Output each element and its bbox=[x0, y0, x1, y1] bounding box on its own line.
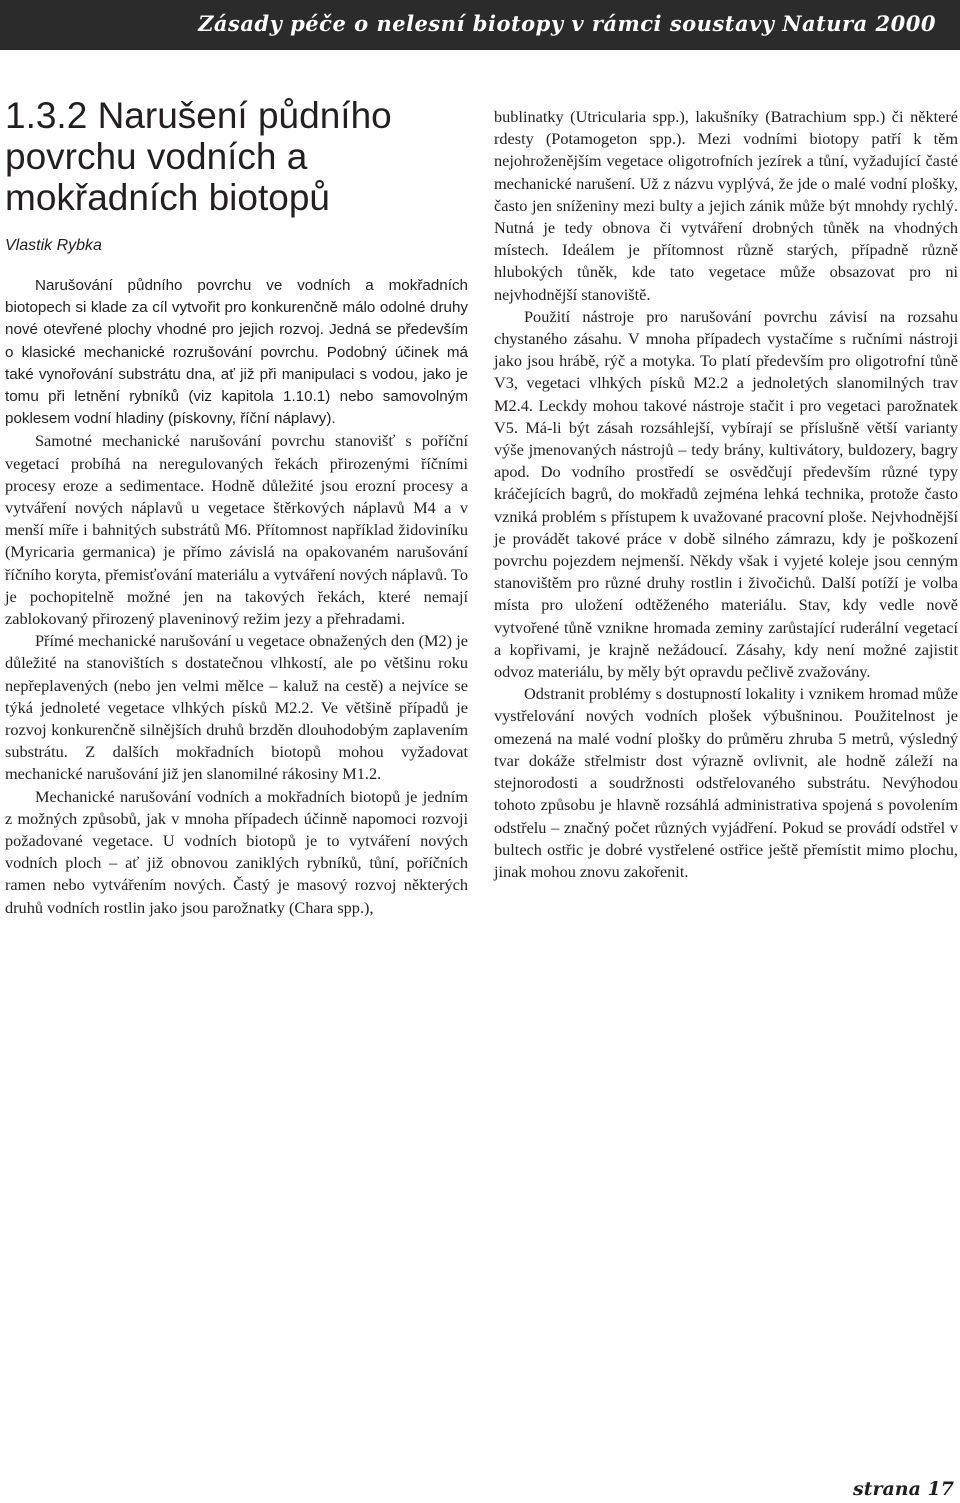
body-paragraph: Použití nástroje pro narušování povrchu závisí na rozsahu chystaného zásahu. V mnoha případech vystačíme s ručními nástroji jako jsou hrábě, rýč a motyka. To platí především pro oligotrofní tůně V3, vegetaci vlhkých písků M2.2 a jednoletých slanomilných trav M2.4. Leckdy mohou takové nástroje stačit i pro vegetaci parožnatek V5. Má-li být zásah rozsáhlejší, vybírají se příslušně větší varianty výše jmenovaných nástrojů – tedy brány, kultivátory, buldozery, bagry apod. Do vodního prostředí se osvědčují především různé typy kráčejících bagrů, do mokřadů zejména lehká technika, protože často vzniká problém s přístupem k uvažované pracovní ploše. Nejvhodnější je provádět takové práce v době silného zámrazu, kdy je poškození povrchu pojezdem nejmenší. Někdy však i vyjeté koleje jsou cenným stanovištěm pro různé druhy rostlin i živočichů. Další potíží je volba místa pro uložení odtěženého materiálu. Stav, kdy vedle nově vytvořené tůně vznikne hromada zeminy zarůstající ruderální vegetací a kopřivami, je krajně nežádoucí. Zásahy, kdy není možné zajistit odvoz materiálu, by měly být opravdu pečlivě zvažovány. bbox=[494, 306, 958, 682]
intro-paragraph: Narušování půdního povrchu ve vodních a mokřadních biotopech si klade za cíl vytvořit pro konkurenčně málo odolné druhy nové otevřené plochy vhodné pro jejich rozvoj. Jedná se především o klasické mechanické rozrušování povrchu. Podobný účinek má také vynořování substrátu dna, ať již při manipulaci s vodou, jako je tomu při letnění rybníků (viz kapitola 1.10.1) nebo samovolným poklesem vodní hladiny (pískovny, říční náplavy). bbox=[5, 277, 468, 428]
body-paragraph: Samotné mechanické narušování povrchu stanovišť s poříční vegetací probíhá na neregulovaných řekách přirozenými říčními procesy eroze a sedimentace. Hodně důležité jsou erozní procesy a vytváření nových náplavů u vegetace štěrkových náplavů M4 a v menší míře i bahnitých substrátů M6. Přítomnost například židoviníku (Myricaria germanica) je přímo závislá na opakovaném narušování říčního koryta, přemisťování materiálu a vytváření nových náplavů. To je pochopitelně možné jen na takových řekách, které nemají zablokovaný přirozený plaveninový režim jezy a přehradami. bbox=[5, 431, 468, 629]
left-body-text bbox=[5, 430, 468, 918]
left-column bbox=[5, 95, 468, 919]
running-header bbox=[0, 0, 960, 50]
running-header-title: Zásady péče o nelesní biotopy v rámci soustavy Natura 2000 bbox=[198, 11, 936, 36]
body-paragraph: Odstranit problémy s dostupností lokality i vznikem hromad může vystřelování nových vodních plošek výbušninou. Použitelnost je omezená na malé vodní plošky do průměru zhruba 5 metrů, výsledný tvar dokáže střelmistr dost výrazně ovlivnit, ale hodně záleží na stejnorodosti a soudržnosti odstřelovaného substrátu. Nevýhodou tohoto způsobu je hlavně rozsáhlá administrativa spojená s povolením odstřelu – značný počet různých vyjádření. Pokud se provádí odstřel v bultech ostřic je dobré vystřelené ostřice ještě přemístit mimo plochu, jinak mohou znovu zakořenit. bbox=[494, 684, 958, 881]
section-title: 1.3.2 Narušení půdního povrchu vodních a mokřadních biotopů bbox=[5, 95, 392, 218]
body-paragraph: Přímé mechanické narušování u vegetace obnažených den (M2) je důležité na stanovištích s dostatečnou vlhkostí, ale po většinu roku nepřeplavených (nebo jen velmi mělce – kaluž na cestě) a nejvíce se týká jednoleté vegetace vlhkých písků M2.2. Ve většině případů je rozvoj konkurenčně silnějších druhů brzděn dlouhodobým zaplavením substrátu. Z dalších mokřadních biotopů mohou vyžadovat mechanické narušování již jen slanomilné rákosiny M1.2. bbox=[5, 631, 468, 784]
intro-block bbox=[5, 275, 468, 430]
page-number: strana 17 bbox=[853, 1478, 954, 1500]
continued-paragraph: bublinatky (Utricularia spp.), lakušníky (Batrachium spp.) či některé rdesty (Potamogeton spp.). Mezi vodními biotopy patří k těm nejohroženějším vegetace oligotrofních jezírek a tůní, vyžadující časté mechanické narušení. Už z názvu vyplývá, že jde o malé vodní plošky, často jen sníženiny mezi bulty a jejich zánik může být mnohdy rychlý. Nutná je tedy obnova či vytváření drobných tůněk na vhodných místech. Ideálem je přítomnost různě starých, případně různě hlubokých tůněk, kde tato vegetace může obsazovat pro ni nejvhodnější stanoviště. bbox=[494, 107, 958, 304]
right-column bbox=[494, 106, 958, 883]
body-paragraph: Mechanické narušování vodních a mokřadních biotopů je jedním z možných způsobů, jak v mnoha případech účinně napomoci rozvoji požadované vegetace. U vodních biotopů je to vytváření nových vodních ploch – ať již obnovou zaniklých rybníků, tůní, poříčních ramen nebo vytvářením nových. Častý je masový rozvoj některých druhů vodních rostlin jako jsou parožnatky (Chara spp.), bbox=[5, 786, 468, 917]
author-name: Vlastik Rybka bbox=[5, 237, 102, 254]
